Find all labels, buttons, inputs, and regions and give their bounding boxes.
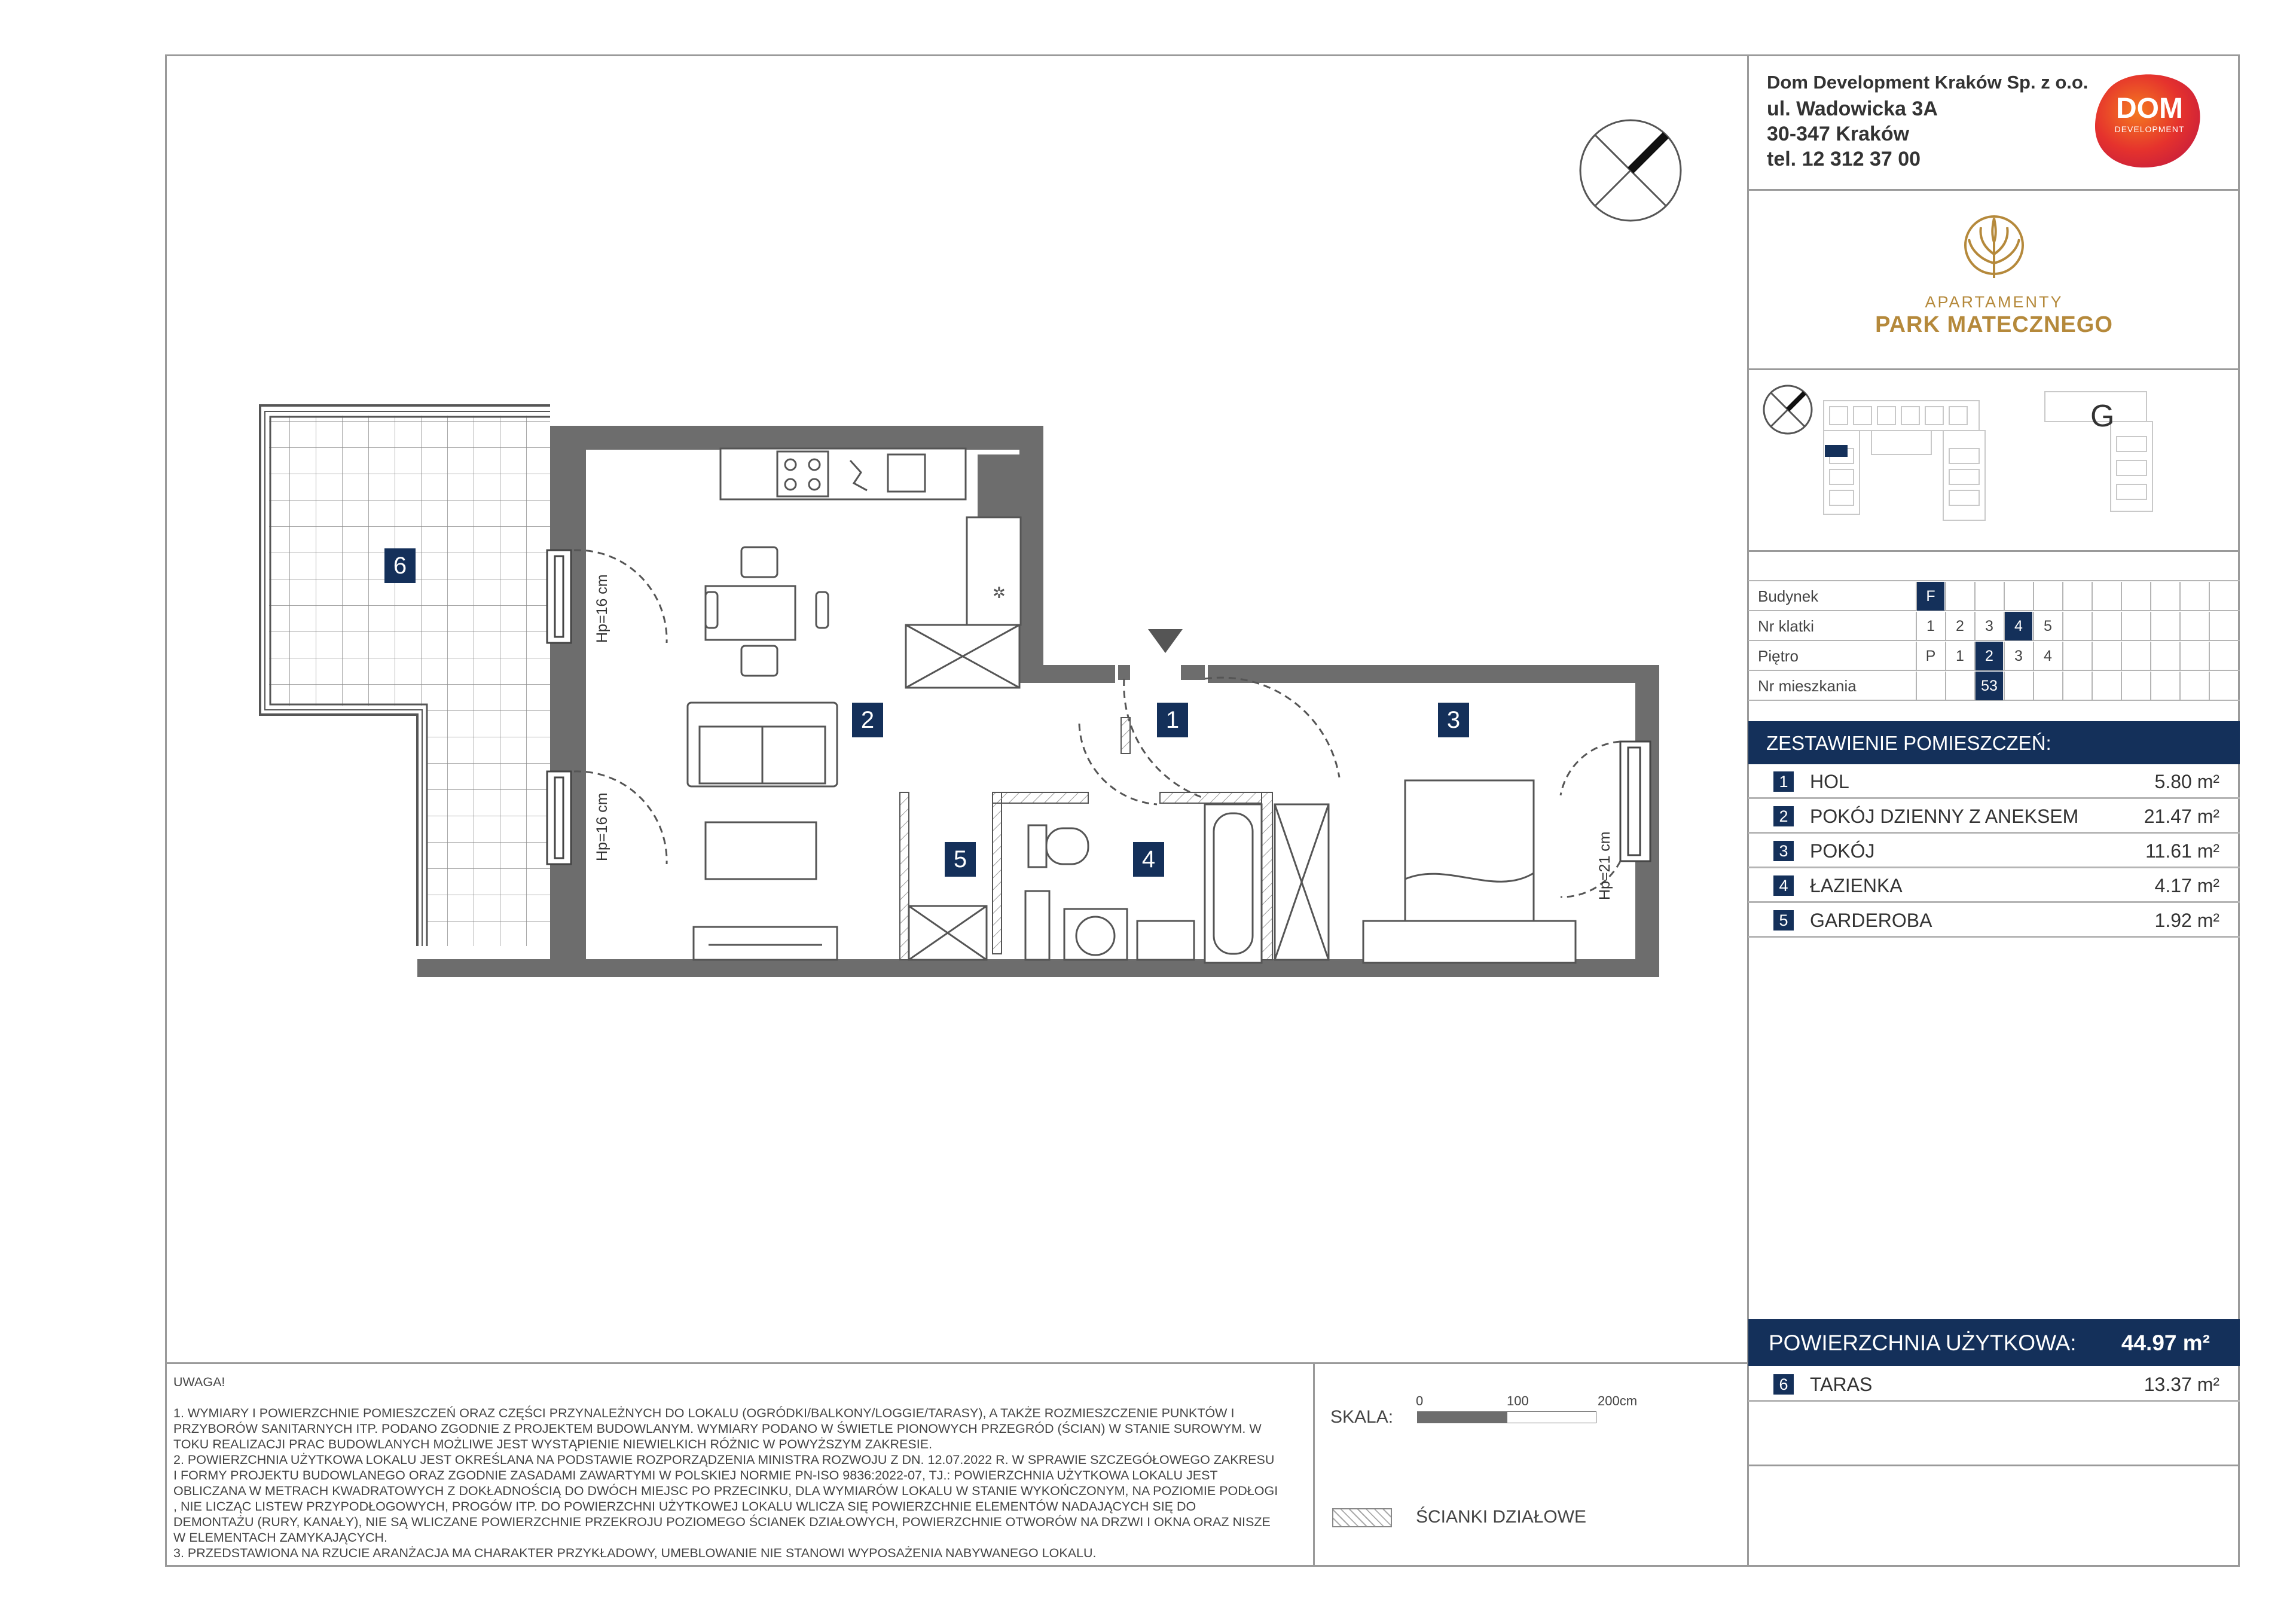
room-area: 11.61 m² <box>2145 840 2219 862</box>
location-cell <box>2121 672 2150 700</box>
location-cell <box>2092 612 2120 640</box>
bathroom-fixtures <box>1025 804 1329 963</box>
location-cell <box>1945 582 1974 611</box>
tree-logo-icon <box>1958 212 2030 287</box>
location-row-label: Nr mieszkania <box>1758 677 1857 695</box>
plan-label-1: 1 <box>1157 703 1188 737</box>
location-cell <box>2121 642 2150 670</box>
total-area-bar <box>1748 1319 2240 1366</box>
room-number: 1 <box>1773 771 1794 792</box>
location-cell <box>2150 642 2179 670</box>
project-line1: APARTAMENTY <box>1925 293 2063 311</box>
location-cell <box>2179 642 2208 670</box>
partition-legend-label: ŚCIANKI DZIAŁOWE <box>1416 1507 1587 1527</box>
sitemap-divider <box>1748 550 2240 552</box>
note-item: 1. WYMIARY I POWIERZCHNIE POMIESZCZEŃ ORAZ CZĘŚCI PRZYNALEŻNYCH DO LOKALU (OGRÓDKI/BALKONY/LOGGIE/TARASY), A TAKŻE ROZMIESZCZENIE PUNKTÓW I PRZYBORÓW SANITARNYCH ITP. PODANO ZGODNIE Z PROJEKTEM BUDOWLANYM. WYMIARY PODANO W ŚWIETLE PIONOWYCH PRZEGRÓD (ŚCIAN) W STANIE SUROWYM. W TOKU REALIZACJI PRAC BUDOWLANYCH MOŻLIWE JEST WYSTĄPIENIE NIEWIELKICH RÓŻNIC W POWYŻSZYM ZAKRESIE. <box>173 1406 1262 1451</box>
room-area: 4.17 m² <box>2154 875 2219 896</box>
location-cell <box>2121 612 2150 640</box>
location-cell: 2 <box>1945 612 1974 640</box>
room-row <box>1748 904 2240 938</box>
wardrobe <box>909 906 987 960</box>
room-name: HOL <box>1810 771 1849 792</box>
location-cell <box>2092 582 2120 611</box>
location-cell: 5 <box>2033 612 2062 640</box>
location-cell <box>2092 672 2120 700</box>
scale-tick-200: 200cm <box>1598 1393 1638 1408</box>
room-number: 3 <box>1773 841 1794 861</box>
plan-label-2: 2 <box>852 703 883 737</box>
location-cell <box>2209 612 2237 640</box>
location-cell <box>2150 582 2179 611</box>
logo-text-sub: DEVELOPMENT <box>2114 124 2185 134</box>
location-cell: P <box>1916 642 1944 670</box>
room-row <box>1748 835 2240 868</box>
room-area: 13.37 m² <box>2144 1374 2219 1395</box>
floor-plan <box>0 0 1746 1017</box>
location-cell: 2 <box>1974 642 2003 670</box>
location-cell <box>2209 672 2237 700</box>
summary-heading: ZESTAWIENIE POMIESZCZEŃ: <box>1766 732 2051 754</box>
partition-legend-swatch <box>1332 1508 1392 1527</box>
room-number: 6 <box>1773 1374 1794 1395</box>
location-cell <box>2062 612 2091 640</box>
company-city: 30-347 Kraków <box>1767 123 1910 145</box>
location-cell: 4 <box>2033 642 2062 670</box>
extra-divider <box>1748 1465 2240 1466</box>
location-cell <box>2209 642 2237 670</box>
scale-divider <box>1313 1362 1315 1567</box>
location-cell <box>2121 582 2150 611</box>
entrance-marker-icon <box>1148 629 1183 653</box>
location-cell <box>2150 612 2179 640</box>
room-area: 1.92 m² <box>2154 910 2219 931</box>
notes <box>173 1374 1280 1561</box>
notes-title: UWAGA! <box>173 1375 225 1389</box>
room-area: 5.80 m² <box>2154 771 2219 792</box>
header-divider <box>1748 189 2240 191</box>
location-cell: 53 <box>1974 672 2003 700</box>
location-cell <box>2150 672 2179 700</box>
company-name: Dom Development Kraków Sp. z o.o. <box>1767 72 2089 93</box>
room-name: TARAS <box>1810 1374 1873 1395</box>
scale-tick-100: 100 <box>1507 1393 1529 1408</box>
plan-label-4: 4 <box>1133 842 1164 877</box>
location-row-label: Piętro <box>1758 647 1799 665</box>
location-table-top-border <box>1748 580 2240 581</box>
room-row <box>1748 800 2240 834</box>
room-number: 2 <box>1773 806 1794 826</box>
location-cell <box>1974 582 2003 611</box>
scale-bar <box>1417 1411 1596 1423</box>
scale-tick-0: 0 <box>1416 1393 1424 1408</box>
logo-text-main: DOM <box>2116 93 2183 124</box>
room-row <box>1748 870 2240 903</box>
room-name: GARDEROBA <box>1810 910 1932 931</box>
hp-label-bottom: Hp=16 cm <box>594 792 610 861</box>
room-area: 21.47 m² <box>2144 806 2219 827</box>
location-cell <box>2004 582 2032 611</box>
room-name: POKÓJ DZIENNY Z ANEKSEM <box>1810 806 2079 827</box>
dom-development-logo <box>2089 67 2209 175</box>
fridge-icon: ✲ <box>993 584 1006 602</box>
logo-divider <box>1748 368 2240 370</box>
note-item: 3. PRZEDSTAWIONA NA RZUCIE ARANŻACJA MA CHARAKTER PRZYKŁADOWY, UMEBLOWANIE NIE STANOWI WYPOSAŻENIA NABYWANEGO LOKALU. <box>173 1546 1097 1560</box>
company-street: ul. Wadowicka 3A <box>1767 97 1938 120</box>
living-furniture <box>688 547 837 960</box>
location-row-label: Nr klatki <box>1758 617 1814 635</box>
scale-label: SKALA: <box>1330 1407 1394 1427</box>
location-cell <box>2062 672 2091 700</box>
location-cell: 3 <box>2004 642 2032 670</box>
plan-label-5: 5 <box>945 842 976 877</box>
location-cell <box>2033 582 2062 611</box>
summary-header <box>1748 721 2240 764</box>
hp-label-top: Hp=16 cm <box>594 574 610 643</box>
location-cell: 1 <box>1916 612 1944 640</box>
plan-label-3: 3 <box>1438 703 1469 737</box>
location-cell <box>2179 612 2208 640</box>
note-item: 2. POWIERZCHNIA UŻYTKOWA LOKALU JEST OKREŚLANA NA PODSTAWIE ROZPORZĄDZENIA MINISTRA ROZWOJU Z DN. 12.07.2022 R. W SPRAWIE SZCZEGÓŁOWEGO ZAKRESU I FORMY PROJEKTU BUDOWLANEGO ORAZ ZGODNIE ZASADAMI ZAWARTYMI W POLSKIEJ NORMIE PN-ISO 9836:2022-07, TJ.: POWIERZCHNIA UŻYTKOWA LOKALU JEST OBLICZANA W METRACH KWADRATOWYCH Z DOKŁADNOŚCIĄ DO DWÓCH MIEJSC PO PRZECINKU, DLA WYMIARÓW LOKALU W STANIE WYKOŃCZONYM, NA POZIOMIE PODŁOGI , NIE LICZĄC LISTEW PRZYPODŁOGOWYCH, PROGÓW ITP. DO POWIERZCHNI UŻYTKOWEJ LOKALU WLICZA SIĘ POWIERZCHNIE ELEMENTÓW NADAJĄCYCH SIĘ DO DEMONTAŻU (RURY, KANAŁY), NIE SĄ WLICZANE POWIERZCHNIE PRZEKROJU POZIOMEGO ŚCIANEK DZIAŁOWYCH, POWIERZCHNIE OTWORÓW NA DRZWI I OKNA ORAZ NISZE W ELEMENTACH ZAMYKAJĄCYCH. <box>173 1453 1278 1545</box>
location-cell <box>2092 642 2120 670</box>
hp-label-right: Hp=21 cm <box>1596 831 1613 900</box>
location-cell <box>2033 672 2062 700</box>
site-map-building-label: G <box>2090 399 2115 434</box>
room-row <box>1748 765 2240 799</box>
location-row-label: Budynek <box>1758 587 1819 605</box>
room-name: ŁAZIENKA <box>1810 875 1903 896</box>
room-number: 5 <box>1773 910 1794 931</box>
company-phone: tel. 12 312 37 00 <box>1767 148 1921 170</box>
location-cell <box>2209 582 2237 611</box>
site-map <box>1758 383 2230 544</box>
location-cell <box>1945 672 1974 700</box>
location-cell <box>2062 582 2091 611</box>
total-area-label: POWIERZCHNIA UŻYTKOWA: <box>1769 1331 2077 1355</box>
room-number: 4 <box>1773 875 1794 896</box>
total-area-value: 44.97 m² <box>2121 1331 2210 1355</box>
location-cell <box>2179 582 2208 611</box>
location-cell: 1 <box>1945 642 1974 670</box>
location-cell <box>2179 672 2208 700</box>
bed <box>1363 780 1576 963</box>
location-cell: F <box>1916 582 1944 611</box>
room-row <box>1748 1368 2240 1402</box>
plan-label-6: 6 <box>384 548 416 583</box>
location-cell <box>2062 642 2091 670</box>
location-cell: 3 <box>1974 612 2003 640</box>
terrace <box>260 405 550 946</box>
room-name: POKÓJ <box>1810 840 1875 862</box>
location-cell <box>2004 672 2032 700</box>
location-cell <box>1916 672 1944 700</box>
location-cell: 4 <box>2004 612 2032 640</box>
notes-divider <box>165 1362 1748 1364</box>
project-line2: PARK MATECZNEGO <box>1875 312 2113 337</box>
